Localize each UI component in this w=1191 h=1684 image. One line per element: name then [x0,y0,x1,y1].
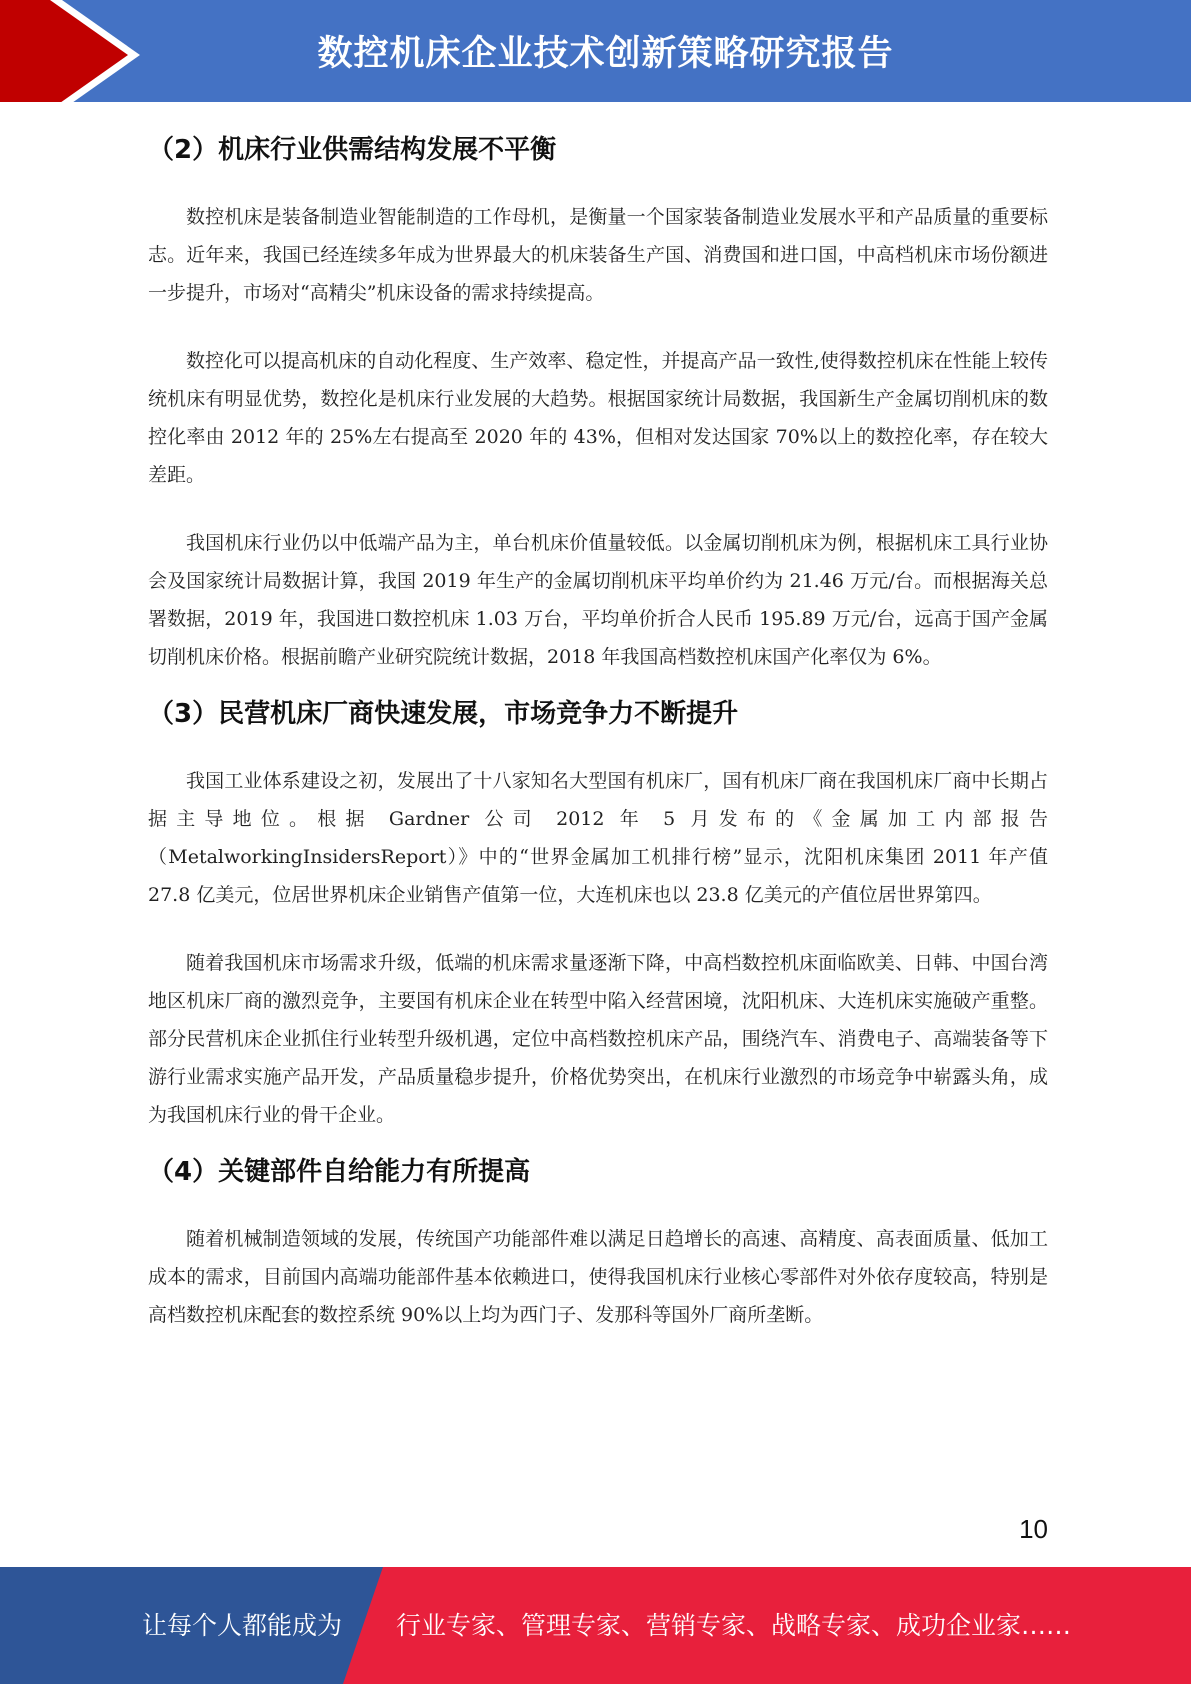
paragraph: 随着机械制造领域的发展，传统国产功能部件难以满足日趋增长的高速、高精度、高表面质量、低加工成本的需求，目前国内高端功能部件基本依赖进口，使得我国机床行业核心零部件对外依存度较高，特别是高档数控机床配套的数控系统 90%以上均为西门子、发那科等国外厂商所垄断。 [148,1228,1048,1326]
page-number: 10 [1019,1514,1048,1544]
paragraph: 我国工业体系建设之初，发展出了十八家知名大型国有机床厂，国有机床厂商在我国机床厂商中长期占据主导地位。根据 Gardner 公司 2012 年 5 月发布的《金属加工内部报告（MetalworkingInsidersReport）》中的“世界金属加工机排行榜”显示，沈阳机床集团 2011 年产值 27.8 亿美元，位居世界机床企业销售产值第一位，大连机床也以 23.8 亿美元的产值位居世界第四。 [148,770,1048,906]
report-title: 数控机床企业技术创新策略研究报告 [317,34,894,74]
page-header [0,0,1191,110]
footer-slogan-left: 让每个人都能成为 [142,1611,343,1640]
section-heading-3: （3）民营机床厂商快速发展，市场竞争力不断提升 [148,699,739,729]
paragraph: 数控机床是装备制造业智能制造的工作母机，是衡量一个国家装备制造业发展水平和产品质量的重要标志。近年来，我国已经连续多年成为世界最大的机床装备生产国、消费国和进口国，中高档机床市场份额进一步提升，市场对“高精尖”机床设备的需求持续提高。 [148,206,1048,304]
paragraph: 数控化可以提高机床的自动化程度、生产效率、稳定性，并提高产品一致性,使得数控机床在性能上较传统机床有明显优势，数控化是机床行业发展的大趋势。根据国家统计局数据，我国新生产金属切削机床的数控化率由 2012 年的 25%左右提高至 2020 年的 43%，但相对发达国家 70%以上的数控化率，存在较大差距。 [148,350,1048,486]
paragraph: 我国机床行业仍以中低端产品为主，单台机床价值量较低。以金属切削机床为例，根据机床工具行业协会及国家统计局数据计算，我国 2019 年生产的金属切削机床平均单价约为 21.46 万元/台。而根据海关总署数据，2019 年，我国进口数控机床 1.03 万台，平均单价折合人民币 195.89 万元/台，远高于国产金属切削机床价格。根据前瞻产业研究院统计数据，2018 年我国高档数控机床国产化率仅为 6%。 [148,532,1048,668]
footer-slogan-right: 行业专家、管理专家、营销专家、战略专家、成功企业家…… [396,1611,1072,1640]
page-footer [0,1567,1191,1684]
header-underline [0,102,1191,110]
section-heading-2: （2）机床行业供需结构发展不平衡 [148,135,557,165]
section-heading-4: （4）关键部件自给能力有所提高 [148,1157,531,1187]
document-body [148,120,1048,1334]
paragraph: 随着我国机床市场需求升级，低端的机床需求量逐渐下降，中高档数控机床面临欧美、日韩、中国台湾地区机床厂商的激烈竞争，主要国有机床企业在转型中陷入经营困境，沈阳机床、大连机床实施破产重整。部分民营机床企业抓住行业转型升级机遇，定位中高档数控机床产品，围绕汽车、消费电子、高端装备等下游行业需求实施产品开发，产品质量稳步提升，价格优势突出，在机床行业激烈的市场竞争中崭露头角，成为我国机床行业的骨干企业。 [148,952,1048,1126]
